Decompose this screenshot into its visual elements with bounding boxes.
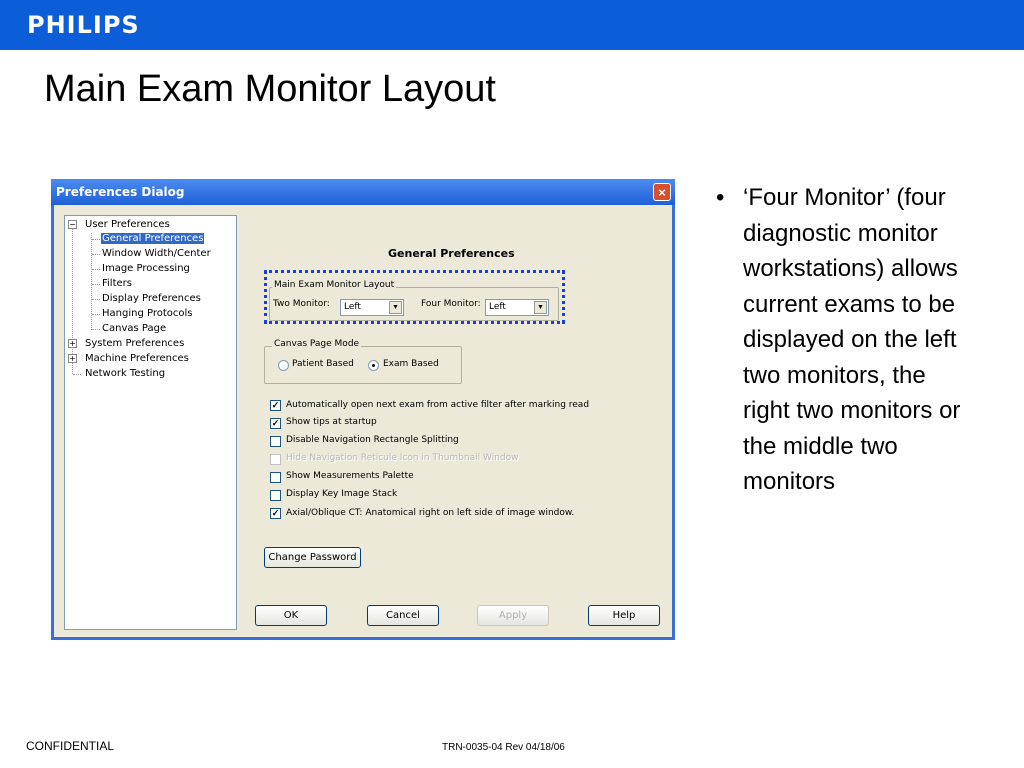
tree-connector xyxy=(92,329,100,330)
tree-line xyxy=(91,233,92,330)
exam-based-radio[interactable] xyxy=(368,360,379,371)
dialog-title: Preferences Dialog xyxy=(56,185,185,199)
footer-doc-number: TRN-0035-04 Rev 04/18/06 xyxy=(442,742,565,753)
show-tips-checkbox[interactable]: ✓ xyxy=(271,418,280,428)
auto-open-next-exam-checkbox[interactable]: ✓ xyxy=(271,400,280,410)
close-button[interactable]: × xyxy=(653,183,671,201)
disable-nav-splitting-label: Disable Navigation Rectangle Splitting xyxy=(286,435,459,445)
dialog-body xyxy=(54,205,672,637)
tree-item-system-preferences[interactable]: System Preferences xyxy=(85,338,185,349)
hide-nav-reticule-label: Hide Navigation Reticule Icon in Thumbnail Window xyxy=(286,453,519,463)
axial-oblique-checkbox[interactable]: ✓ xyxy=(271,508,280,518)
change-password-button[interactable]: Change Password xyxy=(264,547,361,568)
bullet-icon: • xyxy=(716,184,725,211)
tree-connector xyxy=(92,299,100,300)
collapse-icon[interactable]: − xyxy=(69,220,76,229)
preferences-tree[interactable] xyxy=(64,215,237,630)
help-button[interactable]: Help xyxy=(588,605,660,626)
display-key-image-label: Display Key Image Stack xyxy=(286,489,398,499)
ok-button[interactable]: OK xyxy=(255,605,327,626)
tree-item-image-processing[interactable]: Image Processing xyxy=(102,263,190,274)
highlight-box xyxy=(264,270,565,324)
auto-open-next-exam-label: Automatically open next exam from active filter after marking read xyxy=(286,400,590,410)
tree-item-network-testing[interactable]: Network Testing xyxy=(85,368,166,379)
tree-item-display-preferences[interactable]: Display Preferences xyxy=(102,293,201,304)
show-measurements-label: Show Measurements Palette xyxy=(286,471,414,481)
slide-title: Main Exam Monitor Layout xyxy=(44,68,496,110)
four-monitor-label: Four Monitor: xyxy=(421,299,481,309)
dialog-titlebar xyxy=(51,179,675,205)
tree-connector xyxy=(92,254,100,255)
monitor-layout-group-label: Main Exam Monitor Layout xyxy=(274,280,395,290)
bullet-text: ‘Four Monitor’ (four diagnostic monitor workstations) allows current exams to be displayed on the left two monitors, the right two monitors or the middle two monitors xyxy=(743,184,961,495)
tree-item-hanging-protocols[interactable]: Hanging Protocols xyxy=(102,308,193,319)
cancel-button[interactable]: Cancel xyxy=(367,605,439,626)
tree-connector xyxy=(92,284,100,285)
preferences-dialog xyxy=(51,179,675,640)
canvas-mode-group-label: Canvas Page Mode xyxy=(274,339,360,349)
exam-based-label: Exam Based xyxy=(383,359,439,369)
brand-bar xyxy=(0,0,1024,50)
two-monitor-label: Two Monitor: xyxy=(273,299,330,309)
footer-confidential: CONFIDENTIAL xyxy=(26,739,115,753)
tree-connector xyxy=(92,239,100,240)
tree-connector xyxy=(73,374,81,375)
dropdown-arrow-icon[interactable]: ▼ xyxy=(534,301,547,314)
show-measurements-checkbox[interactable] xyxy=(270,472,281,483)
apply-button: Apply xyxy=(477,605,549,626)
tree-item-window-width-center[interactable]: Window Width/Center xyxy=(102,248,211,259)
tree-line xyxy=(72,225,73,374)
tree-connector xyxy=(92,314,100,315)
panel-heading: General Preferences xyxy=(388,247,515,260)
patient-based-label: Patient Based xyxy=(292,359,354,369)
display-key-image-checkbox[interactable] xyxy=(270,490,281,501)
tree-connector xyxy=(92,269,100,270)
dropdown-arrow-icon[interactable]: ▼ xyxy=(389,301,402,314)
tree-item-canvas-page[interactable]: Canvas Page xyxy=(102,323,167,334)
expand-icon[interactable]: + xyxy=(69,339,76,348)
philips-logo: PHILIPS xyxy=(27,11,140,39)
tree-item-user-preferences[interactable]: User Preferences xyxy=(85,219,170,230)
axial-oblique-label: Axial/Oblique CT: Anatomical right on left side of image window. xyxy=(286,508,575,518)
expand-icon[interactable]: + xyxy=(69,354,76,363)
tree-item-filters[interactable]: Filters xyxy=(102,278,132,289)
show-tips-label: Show tips at startup xyxy=(286,417,377,427)
patient-based-radio[interactable] xyxy=(278,360,289,371)
hide-nav-reticule-checkbox xyxy=(270,454,281,465)
disable-nav-splitting-checkbox[interactable] xyxy=(270,436,281,447)
two-monitor-value: Left xyxy=(344,302,361,312)
four-monitor-value: Left xyxy=(489,302,506,312)
tree-item-general-preferences[interactable]: General Preferences xyxy=(102,233,204,244)
tree-item-machine-preferences[interactable]: Machine Preferences xyxy=(85,353,189,364)
